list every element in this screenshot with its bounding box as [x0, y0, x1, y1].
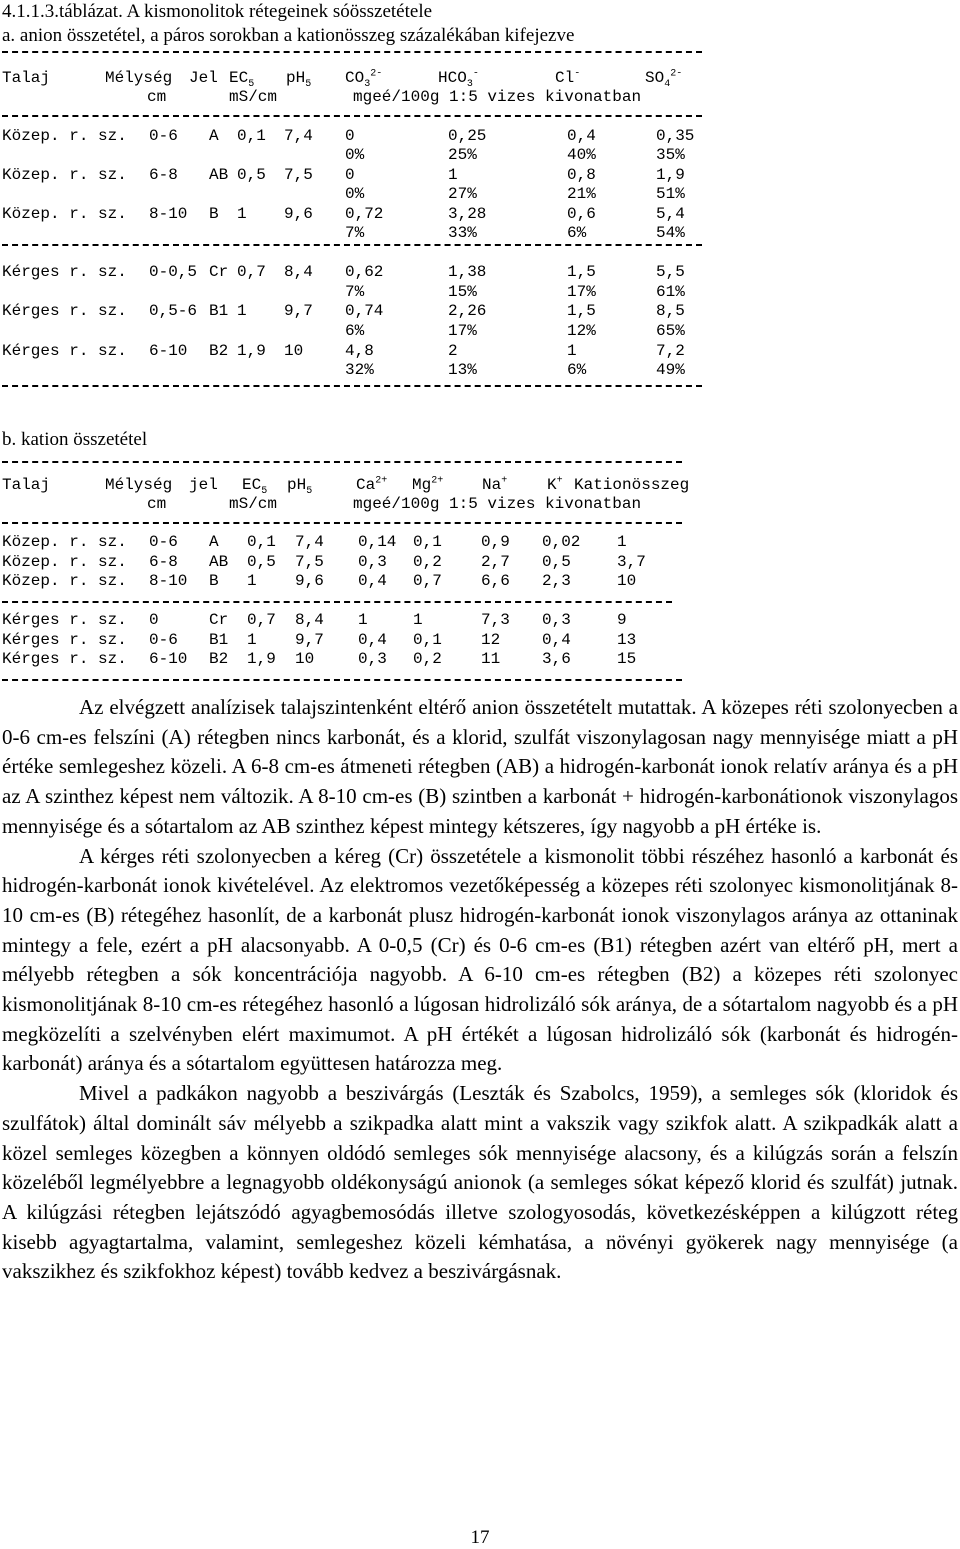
cell-so4: 54%	[656, 224, 685, 242]
cell-soil: Kérges r. sz.	[2, 263, 127, 281]
cell-hco3: 3,28	[448, 205, 487, 223]
cell-ca: 0,14	[358, 533, 397, 551]
cell-depth: 0-6	[149, 127, 178, 145]
cell-k: 0,02	[542, 533, 581, 551]
cell-mg: 0,2	[413, 650, 442, 668]
cell-sum: 15	[617, 650, 637, 668]
cell-so4: 61%	[656, 283, 685, 301]
cell-so4: 49%	[656, 361, 685, 379]
cell-mg: 0,7	[413, 572, 442, 590]
cell-sum: 9	[617, 611, 627, 629]
cell-hco3: 13%	[448, 361, 477, 379]
cell-na: 12	[481, 631, 501, 649]
cell-hco3: 27%	[448, 185, 477, 203]
cell-k: 3,6	[542, 650, 571, 668]
table-a-header-row	[2, 68, 683, 91]
col-soil-header: Talaj	[2, 69, 51, 87]
col-mg-header: $Mg^{2+}$	[412, 475, 444, 494]
col-ec-header: $EC_5$	[229, 69, 255, 91]
cell-ec: 0,1	[237, 127, 266, 145]
cell-soil: Közep. r. sz.	[2, 533, 127, 551]
cell-co3: 0%	[345, 185, 365, 203]
cell-hco3: 15%	[448, 283, 477, 301]
cell-depth: 0,5-6	[149, 302, 198, 320]
cell-sum: 1	[617, 533, 627, 551]
cell-ph: 9,7	[284, 302, 313, 320]
cell-soil: Közep. r. sz.	[2, 127, 127, 145]
cell-so4: 5,5	[656, 263, 685, 281]
cell-soil: Közep. r. sz.	[2, 553, 127, 571]
cell-hco3: 33%	[448, 224, 477, 242]
cell-ph: 7,5	[284, 166, 313, 184]
page-number: 17	[470, 1527, 490, 1548]
cell-ph: 8,4	[295, 611, 324, 629]
table-a-group-separator	[2, 244, 702, 246]
cell-depth: 0	[149, 611, 159, 629]
body-text	[2, 693, 958, 1287]
col-ph-header: $pH_5$	[286, 69, 312, 91]
col-soil-header: Talaj	[2, 476, 51, 494]
cell-ec: 1,9	[237, 342, 266, 360]
cell-co3: 0	[345, 127, 355, 145]
cell-ec: 0,5	[247, 553, 276, 571]
cell-sign: A	[209, 533, 219, 551]
col-k-header: K+	[547, 475, 563, 494]
cell-ec: 1	[237, 205, 247, 223]
cell-co3: 32%	[345, 361, 374, 379]
cell-ec: 0,5	[237, 166, 266, 184]
cell-hco3: 2,26	[448, 302, 487, 320]
unit-ms: mS/cm	[229, 88, 278, 106]
cell-k: 0,5	[542, 553, 571, 571]
table-b-top-rule	[2, 461, 682, 463]
cell-ca: 0,4	[358, 572, 387, 590]
table-b-group-separator	[2, 601, 672, 603]
cell-so4: 7,2	[656, 342, 685, 360]
cell-na: 2,7	[481, 553, 510, 571]
cell-so4: 35%	[656, 146, 685, 164]
cell-hco3: 0,25	[448, 127, 487, 145]
cell-sign: B	[209, 572, 219, 590]
cell-soil: Kérges r. sz.	[2, 302, 127, 320]
cell-depth: 0-0,5	[149, 263, 198, 281]
cell-depth: 0-6	[149, 533, 178, 551]
table-b-header-row	[2, 475, 690, 498]
cell-sign: AB	[209, 553, 229, 571]
cell-cl: 17%	[567, 283, 596, 301]
cell-sign: B2	[209, 650, 229, 668]
cell-ph: 7,4	[295, 533, 324, 551]
cell-co3: 7%	[345, 283, 365, 301]
cell-co3: 4,8	[345, 342, 374, 360]
table-b-bottom-rule	[2, 679, 682, 681]
cell-na: 7,3	[481, 611, 510, 629]
cell-sign: B1	[209, 302, 229, 320]
cell-ca: 1	[358, 611, 368, 629]
cell-soil: Közep. r. sz.	[2, 205, 127, 223]
cell-ca: 0,3	[358, 553, 387, 571]
unit-cm: cm	[147, 88, 167, 106]
table-a-units-row	[2, 88, 642, 107]
cell-co3: 0,74	[345, 302, 384, 320]
cell-cl: 6%	[567, 224, 587, 242]
cell-cl: 1	[567, 342, 577, 360]
cell-soil: Közep. r. sz.	[2, 572, 127, 590]
paragraph-2: A kérges réti szolonyecben a kéreg (Cr) összetétele a kismonolit többi részéhez hasonló a karbonát és hidrogén-karbonát ionok kivételével. Az elektromos vezetőképesség a közepes réti szolonyec kismonolitjának 8-10 cm-es (B) rétegéhez hasonlít, de a karbonát plusz hidrogén-karbonát ionok viszonylagos aránya az ottaninak mintegy a fele, ezért a pH alacsonyabb. A 0-0,5 (Cr) és 0-6 cm-es (B1) rétegben azért van eltérő pH, mert a mélyebb rétegben a sók koncentrációja nagyobb. A 6-10 cm-es rétegben (B2) a közepes réti szolonyec kismonolitjának 8-10 cm-es rétegéhez hasonló a lúgosan hidrolizáló sók aránya, de a sótartalom nagyobb és a pH megközelíti a szelvényben elért maximumot. A pH értékét a lúgosan hidrolizáló sók (karbonát és hidrogén-karbonát) aránya és a sótartalom együttesen határozza meg.	[2, 843, 958, 1076]
cell-hco3: 2	[448, 342, 458, 360]
cell-cl: 1,5	[567, 302, 596, 320]
table-a-subtitle: a. anion összetétel, a páros sorokban a kationösszeg százalékában kifejezve	[2, 25, 575, 46]
cell-depth: 0-6	[149, 631, 178, 649]
cell-ph: 7,4	[284, 127, 313, 145]
cell-co3: 0,72	[345, 205, 384, 223]
cell-cl: 0,6	[567, 205, 596, 223]
col-depth-header: Mélység	[105, 476, 173, 494]
cell-soil: Kérges r. sz.	[2, 650, 127, 668]
col-depth-header: Mélység	[105, 69, 173, 87]
table-b-subtitle: b. kation összetétel	[2, 429, 148, 450]
cell-cl: 6%	[567, 361, 587, 379]
cell-mg: 0,2	[413, 553, 442, 571]
col-sum-header: Kationösszeg	[574, 476, 690, 494]
cell-hco3: 17%	[448, 322, 477, 340]
cell-cl: 0,8	[567, 166, 596, 184]
col-so4-header: $SO_4^{2-}$	[645, 68, 683, 91]
cell-so4: 65%	[656, 322, 685, 340]
cell-depth: 6-8	[149, 553, 178, 571]
cell-cl: 21%	[567, 185, 596, 203]
col-sign-header: Jel	[189, 69, 218, 87]
col-ca-header: $Ca^{2+}$	[356, 475, 388, 494]
cell-depth: 6-10	[149, 650, 188, 668]
cell-ec: 1	[247, 572, 257, 590]
cell-mg: 1	[413, 611, 423, 629]
cell-co3: 0	[345, 166, 355, 184]
col-sign-header: jel	[189, 476, 218, 494]
paragraph-1: Az elvégzett analízisek talajszintenként eltérő anion összetételt mutattak. A közepes réti szolonyecben a 0-6 cm-es felszíni (A) rétegben nincs karbonát, és a klorid, szulfát viszonylagosan nagy mennyisége miatt a pH értéke semlegeshez közeli. A 6-8 cm-es átmeneti rétegben (AB) a hidrogén-karbonát ionok relatív aránya és a pH az A szinthez képest nem változik. A 8-10 cm-es (B) szintben a karbonát + hidrogén-karbonátionok viszonylagos mennyisége és a sótartalom az AB szinthez képest mintegy kétszeres, így nagyobb a pH értéke is.	[2, 695, 958, 838]
cell-cl: 12%	[567, 322, 596, 340]
cell-sign: B1	[209, 631, 229, 649]
col-na-header: Na+	[482, 475, 508, 494]
cell-na: 0,9	[481, 533, 510, 551]
cell-mg: 0,1	[413, 533, 442, 551]
cell-ph: 9,6	[284, 205, 313, 223]
cell-hco3: 1,38	[448, 263, 487, 281]
col-ec-header: $EC_5$	[242, 476, 268, 498]
cell-ec: 1,9	[247, 650, 276, 668]
cell-cl: 1,5	[567, 263, 596, 281]
cell-sum: 3,7	[617, 553, 646, 571]
cell-ec: 1	[247, 631, 257, 649]
table-b-header-rule	[2, 522, 682, 524]
cell-ph: 9,7	[295, 631, 324, 649]
cell-co3: 7%	[345, 224, 365, 242]
cell-so4: 1,9	[656, 166, 685, 184]
table-caption: 4.1.1.3.táblázat. A kismonolitok rétegeinek sóösszetétele	[2, 1, 433, 22]
cell-ec: 0,7	[237, 263, 266, 281]
cell-hco3: 25%	[448, 146, 477, 164]
col-co3-header: $CO_3^{2-}$	[345, 68, 383, 91]
cell-soil: Kérges r. sz.	[2, 611, 127, 629]
cell-mg: 0,1	[413, 631, 442, 649]
cell-soil: Kérges r. sz.	[2, 342, 127, 360]
cell-depth: 6-8	[149, 166, 178, 184]
cell-soil: Közep. r. sz.	[2, 166, 127, 184]
cell-sum: 10	[617, 572, 637, 590]
cell-ec: 0,7	[247, 611, 276, 629]
cell-depth: 8-10	[149, 572, 188, 590]
cell-ec: 0,1	[247, 533, 276, 551]
table-b-units-row	[2, 495, 642, 514]
cell-cl: 40%	[567, 146, 596, 164]
col-ph-header: $pH_5$	[287, 476, 313, 498]
cell-depth: 6-10	[149, 342, 188, 360]
cell-na: 6,6	[481, 572, 510, 590]
cell-sign: AB	[209, 166, 229, 184]
cell-na: 11	[481, 650, 501, 668]
unit-cm: cm	[147, 495, 167, 513]
cell-sign: B2	[209, 342, 229, 360]
cell-co3: 0,62	[345, 263, 384, 281]
cell-ph: 10	[295, 650, 315, 668]
col-cl-header: Cl-	[555, 68, 581, 87]
cell-so4: 0,35	[656, 127, 695, 145]
cell-k: 0,4	[542, 631, 571, 649]
cell-so4: 51%	[656, 185, 685, 203]
cell-k: 2,3	[542, 572, 571, 590]
cell-hco3: 1	[448, 166, 458, 184]
cell-sign: A	[209, 127, 219, 145]
cell-so4: 5,4	[656, 205, 685, 223]
table-a-bottom-rule	[2, 385, 702, 387]
cell-ca: 0,3	[358, 650, 387, 668]
unit-ms: mS/cm	[229, 495, 278, 513]
table-a-top-rule	[2, 51, 702, 53]
cell-co3: 0%	[345, 146, 365, 164]
cell-so4: 8,5	[656, 302, 685, 320]
cell-cl: 0,4	[567, 127, 596, 145]
cell-sign: B	[209, 205, 219, 223]
cell-ph: 10	[284, 342, 304, 360]
cell-depth: 8-10	[149, 205, 188, 223]
unit-mgee: mgeé/100g 1:5 vizes kivonatban	[353, 495, 642, 513]
cell-sign: Cr	[209, 263, 229, 281]
cell-ph: 9,6	[295, 572, 324, 590]
cell-k: 0,3	[542, 611, 571, 629]
cell-ph: 8,4	[284, 263, 313, 281]
col-hco3-header: $HCO_3^-$	[438, 68, 479, 91]
cell-ph: 7,5	[295, 553, 324, 571]
paragraph-3: Mivel a padkákon nagyobb a beszivárgás (Leszták és Szabolcs, 1959), a semleges sók (kloridok és szulfátok) által dominált sáv mélyebb a szikpadka alatt mint a vakszik vagy szikfok alatt. A szikpadkák alatt a közel semleges közegben a könnyen oldódó semleges sók mennyisége alacsony, és a kilúgzás során a felszín közeléből legmélyebbre a legnagyobb oldékonyságú anionok (a semleges sókat képező klorid és szulfát) jutnak. A kilúgzási rétegben lejátszódó agyagbemosódás illetve szologyosodás, következésképpen a kilúgzott réteg kisebb agyagtartalma, valamint, semlegeshez közeli kémhatása, a növényi gyökerek nagy mennyisége (a vakszikhez és szikfokhoz képest) tovább kedvez a beszivárgásnak.	[2, 1081, 958, 1284]
cell-co3: 6%	[345, 322, 365, 340]
cell-sum: 13	[617, 631, 637, 649]
cell-sign: Cr	[209, 611, 229, 629]
table-a-header-rule	[2, 115, 702, 117]
cell-soil: Kérges r. sz.	[2, 631, 127, 649]
unit-mgee: mgeé/100g 1:5 vizes kivonatban	[353, 88, 642, 106]
cell-ec: 1	[237, 302, 247, 320]
cell-ca: 0,4	[358, 631, 387, 649]
